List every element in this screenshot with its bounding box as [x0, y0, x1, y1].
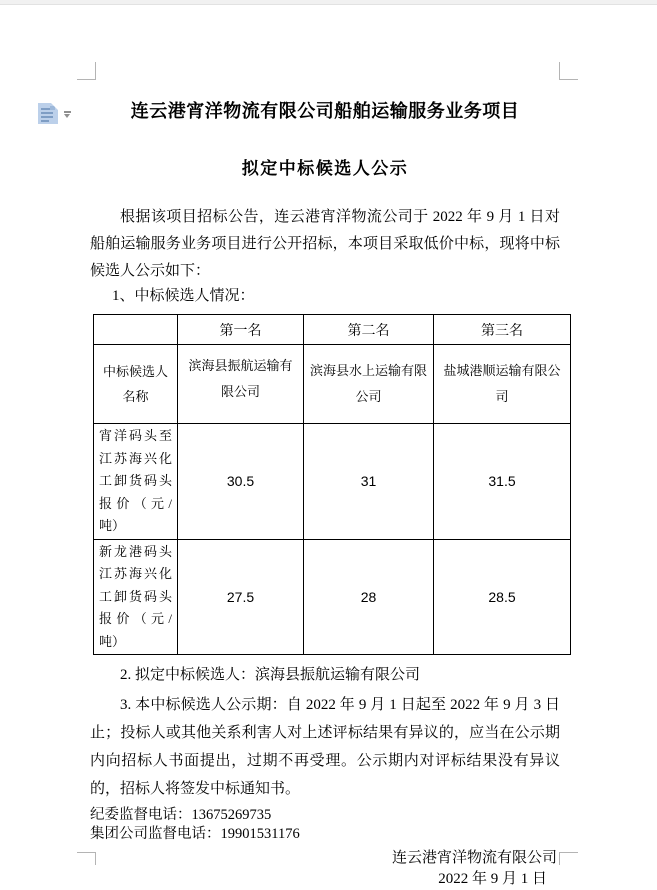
price-value: 30.5 [178, 424, 304, 540]
price-value: 27.5 [178, 539, 304, 655]
text-boundary-mark-bottom-right [559, 852, 578, 865]
bid-candidates-table [93, 314, 571, 655]
header-cell-third: 第三名 [434, 315, 571, 345]
price-value: 31 [304, 424, 434, 540]
candidate-2-name: 滨海县水上运输有限公司 [304, 345, 434, 424]
price-value: 31.5 [434, 424, 571, 540]
table-row-xinlonggang-price [94, 539, 571, 655]
price-value: 28 [304, 539, 434, 655]
document-subtitle: 拟定中标候选人公示 [241, 159, 409, 178]
discipline-phone-line: 纪委监督电话：13675269735 [90, 807, 272, 823]
intro-paragraph: 根据该项目招标公告，连云港宵洋物流公司于 2022 年 9 月 1 日对船舶运输服务业务项目进行公开招标，本项目采取低价中标，现将中标候选人公示如下： [90, 209, 560, 279]
paste-options-button[interactable] [38, 103, 74, 125]
list-item-2: 2. 拟定中标候选人：滨海县振航运输有限公司 [120, 667, 421, 683]
supervision-phones [90, 806, 560, 843]
chevron-down-icon[interactable] [63, 110, 72, 118]
paste-icon-textline [41, 112, 53, 114]
paste-icon-fold [51, 103, 58, 110]
chevron-bar [64, 111, 71, 113]
text-boundary-mark-top-right [559, 62, 578, 80]
header-cell-first: 第一名 [178, 315, 304, 345]
table-row-candidate-names [94, 345, 571, 424]
list-item-1: 1、中标候选人情况： [112, 288, 255, 304]
header-cell-blank [94, 315, 178, 345]
row-label: 宵洋码头至江苏海兴化工卸货码头报价（元/吨） [94, 424, 178, 540]
document-body [90, 97, 560, 890]
signature-company: 连云港宵洋物流有限公司 [391, 850, 557, 866]
table-row-xiaoyang-price [94, 424, 571, 540]
paste-icon-textline [41, 108, 50, 110]
chevron-triangle [64, 114, 70, 118]
paste-document-icon[interactable] [38, 103, 58, 124]
signature-block [90, 848, 560, 890]
signature-date: 2022 年 9 月 1 日 [438, 871, 547, 887]
candidate-1-name: 滨海县振航运输有限公司 [178, 345, 304, 424]
viewport-top-edge [0, 0, 657, 5]
paste-icon-textline [41, 120, 49, 122]
row-label: 新龙港码头江苏海兴化工卸货码头报价（元/吨） [94, 539, 178, 655]
text-boundary-mark-top-left [77, 62, 96, 80]
row-label: 中标候选人名称 [94, 345, 178, 424]
document-title: 连云港宵洋物流有限公司船舶运输服务业务项目 [130, 101, 520, 121]
list-item-3: 3. 本中标候选人公示期：自 2022 年 9 月 1 日起至 2022 年 9 月 3 日止；投标人或其他关系利害人对上述评标结果有异议的，应当在公示期内向招标人书面提出，过期不再受理。公示期内对评标结果没有异议的，招标人将签发中标通知书。 [90, 697, 560, 797]
candidate-3-name: 盐城港顺运输有限公司 [434, 345, 571, 424]
group-phone-line: 集团公司监督电话：19901531176 [90, 825, 300, 842]
table-header-row [94, 315, 571, 345]
header-cell-second: 第二名 [304, 315, 434, 345]
price-value: 28.5 [434, 539, 571, 655]
paste-icon-textline [41, 116, 53, 118]
